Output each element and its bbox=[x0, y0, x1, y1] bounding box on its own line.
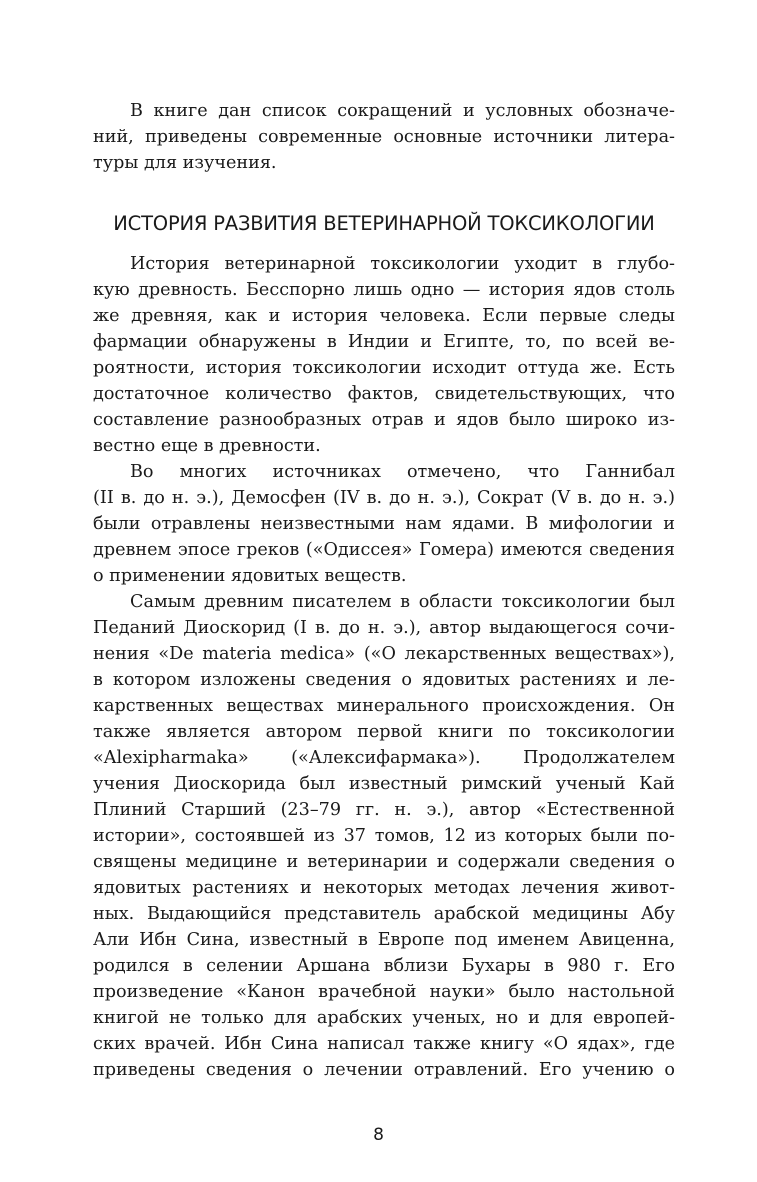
text-line: карственных веществах минерального происхождения. Он bbox=[93, 696, 675, 716]
text-line: ний, приведены современные основные источники литера- bbox=[93, 127, 675, 147]
text-line: были отравлены неизвестными нам ядами. В мифологии и bbox=[93, 514, 675, 534]
text-line: достаточное количество фактов, свидетельствующих, что bbox=[93, 384, 675, 404]
text-line: ных. Выдающийся представитель арабской медицины Абу bbox=[93, 904, 675, 924]
text-line: составление разнообразных отрав и ядов было широко из- bbox=[93, 410, 675, 430]
text-line: ядовитых растениях и некоторых методах лечения живот- bbox=[93, 878, 675, 898]
text-line: книгой не только для арабских ученых, но и для европей- bbox=[93, 1008, 675, 1028]
text-line: истории», состоявшей из 37 томов, 12 из которых были по- bbox=[93, 826, 675, 846]
text-line: кую древность. Бесспорно лишь одно — история ядов столь bbox=[93, 280, 675, 300]
text-line: Плиний Старший (23–79 гг. н. э.), автор «Естественной bbox=[93, 800, 675, 820]
text-line: туры для изучения. bbox=[93, 153, 277, 173]
text-line: учения Диоскорида был известный римский ученый Кай bbox=[93, 774, 675, 794]
text-line: родился в селении Аршана вблизи Бухары в 980 г. Его bbox=[93, 956, 675, 976]
text-line: о применении ядовитых веществ. bbox=[93, 566, 407, 586]
text-line: В книге дан список сокращений и условных обозначе- bbox=[130, 101, 675, 121]
text-line: же древняя, как и история человека. Если первые следы bbox=[93, 306, 675, 326]
text-line: (II в. до н. э.), Демосфен (IV в. до н. э.), Сократ (V в. до н. э.) bbox=[93, 488, 675, 508]
text-line: нения «De materia medica» («О лекарственных веществах»), bbox=[93, 644, 675, 664]
text-line: Али Ибн Сина, известный в Европе под именем Авиценна, bbox=[93, 930, 675, 950]
text-line: священы медицине и ветеринарии и содержали сведения о bbox=[93, 852, 675, 872]
section-heading: ИСТОРИЯ РАЗВИТИЯ ВЕТЕРИНАРНОЙ ТОКСИКОЛОГИИ bbox=[113, 212, 655, 235]
text-line: в котором изложены сведения о ядовитых растениях и ле- bbox=[93, 670, 675, 690]
text-line: также является автором первой книги по токсикологии bbox=[93, 722, 675, 742]
intro-paragraph bbox=[93, 98, 675, 176]
text-line: Педаний Диоскорид (I в. до н. э.), автор выдающегося сочи- bbox=[93, 618, 675, 638]
text-line: вестно еще в древности. bbox=[93, 436, 321, 456]
text-line: произведение «Канон врачебной науки» было настольной bbox=[93, 982, 675, 1002]
text-line: древнем эпосе греков («Одиссея» Гомера) имеются сведения bbox=[93, 540, 675, 560]
page-number: 8 bbox=[373, 1125, 384, 1145]
main-text bbox=[93, 251, 675, 1083]
text-line: ских врачей. Ибн Сина написал также книгу «О ядах», где bbox=[93, 1034, 675, 1054]
text-line: История ветеринарной токсикологии уходит в глубо- bbox=[130, 254, 675, 274]
text-line: роятности, история токсикологии исходит оттуда же. Есть bbox=[93, 358, 675, 378]
text-line: Самым древним писателем в области токсикологии был bbox=[130, 592, 675, 612]
text-line: приведены сведения о лечении отравлений. Его учению о bbox=[93, 1060, 675, 1080]
text-line: Во многих источниках отмечено, что Ганнибал bbox=[130, 462, 675, 482]
text-line: «Alexipharmaka» («Алексифармака»). Продолжателем bbox=[93, 748, 675, 768]
text-line: фармации обнаружены в Индии и Египте, то, по всей ве- bbox=[93, 332, 675, 352]
